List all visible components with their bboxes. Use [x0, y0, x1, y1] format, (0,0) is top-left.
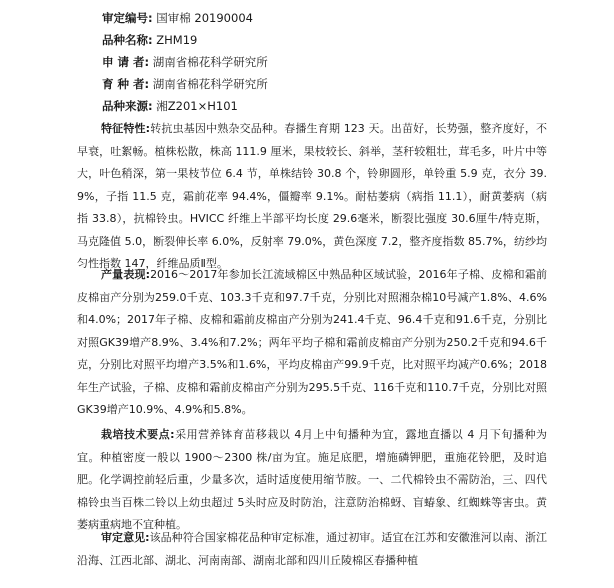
meta-label: 育 种 者:: [102, 77, 150, 91]
section-lead: 产量表现:: [101, 268, 151, 281]
section-cultivation: [77, 424, 547, 537]
meta-value: ZHM19: [156, 33, 198, 47]
section-text: 采用营养钵育苗移栽以 4月上中旬播种为宜，露地直播以 4 月下旬播种为宜。种植密度一般以 1900～2300 株/亩为宜。施足底肥，增施磷钾肥，重施花铃肥，及时追肥。化学调控前轻后重，少量多次，适时适度使用缩节胺。一、二代棉铃虫不需防治，三、四代棉铃虫当百株二铃以上幼虫超过 5头时应及时防治，注意防治棉蚜、盲蝽象、红蜘蛛等害虫。黄萎病重病地不宜种植。: [77, 428, 547, 531]
meta-label: 审定编号:: [102, 11, 153, 25]
meta-origin: [102, 99, 238, 113]
meta-approval-no: [102, 11, 253, 25]
section-text: 该品种符合国家棉花品种审定标准，通过初审。适宜在江苏和安徽淮河以南、浙江沿海、江西北部、湖北、河南南部、湖南北部和四川丘陵棉区春播种植: [77, 531, 547, 567]
section-lead: 栽培技术要点:: [101, 428, 175, 441]
meta-applicant: [102, 55, 268, 69]
meta-variety-name: [102, 33, 197, 47]
meta-label: 申 请 者:: [102, 55, 150, 69]
meta-value: 湖南省棉花科学研究所: [152, 55, 268, 69]
meta-value: 国审棉 20190004: [156, 11, 253, 25]
meta-value: 湘Z201×H101: [156, 99, 238, 113]
section-approval-opinion: [77, 527, 547, 572]
section-characteristics: [77, 118, 547, 276]
meta-label: 品种来源:: [102, 99, 153, 113]
section-yield: [77, 264, 547, 422]
meta-value: 湖南省棉花科学研究所: [152, 77, 268, 91]
section-text: 2016～2017年参加长江流域棉区中熟品种区域试验，2016年子棉、皮棉和霜前皮棉亩产分别为259.0千克、103.3千克和97.7千克，分别比对照湘杂棉10号减产1.8%、4.6%和4.0%；2017年子棉、皮棉和霜前皮棉亩产分别为241.4千克、96.4千克和91.6千克，分别比对照GK39增产8.9%、3.4%和7.2%；两年平均子棉和霜前皮棉亩产分别为250.2千克和94.6千克，分别比对照平均增产3.5%和1.6%，平均皮棉亩产99.9千克，比对照平均减产0.6%；2018年生产试验，子棉、皮棉和霜前皮棉亩产分别为295.5千克、116千克和110.7千克，分别比对照GK39增产10.9%、4.9%和5.8%。: [77, 268, 547, 416]
section-lead: 特征特性:: [101, 122, 151, 135]
section-text: 转抗虫基因中熟杂交品种。春播生育期 123 天。出苗好，长势强，整齐度好，不早衰，吐絮畅。植株松散，株高 111.9 厘米，果枝较长、斜举，茎秆较粗壮，茸毛多，叶片中等大，叶色稍深，第一果枝节位 6.4 节，单株结铃 30.8 个，铃卵圆形，单铃重 5.9 克，衣分 39.9%，子指 11.5 克，霜前花率 94.4%，僵瓣率 9.1%。耐枯萎病（病指 11.1），耐黄萎病（病指 33.8），抗棉铃虫。HVICC 纤维上半部平均长度 29.6毫米，断裂比强度 30.6厘牛/特克斯，马克隆值 5.0，断裂伸长率 6.0%，反射率 79.0%，黄色深度 7.2，整齐度指数 85.7%，纺纱均匀性指数 147，纤维品质Ⅱ型。: [77, 122, 547, 270]
section-lead: 审定意见:: [101, 531, 150, 544]
meta-breeder: [102, 77, 268, 91]
meta-label: 品种名称:: [102, 33, 153, 47]
